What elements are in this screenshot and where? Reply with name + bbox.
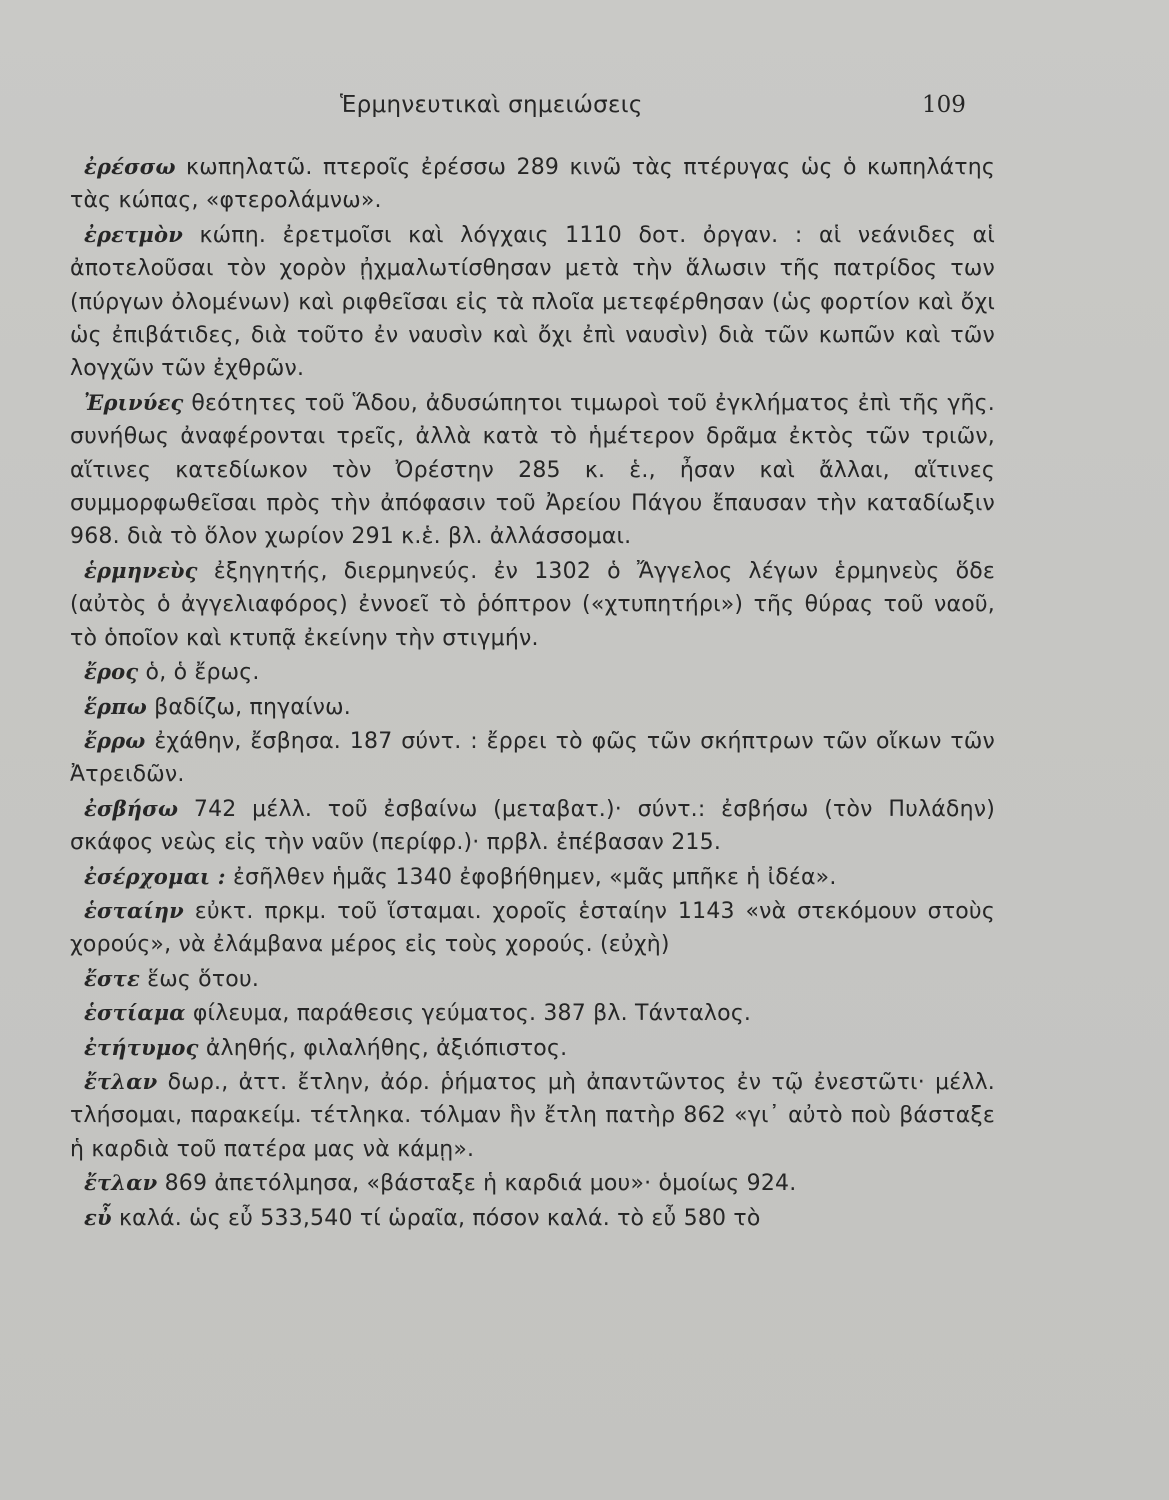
entry-headword: εὖ bbox=[84, 1204, 112, 1230]
entry-text: ἕως ὅτου. bbox=[147, 966, 260, 992]
glossary-entry bbox=[70, 655, 995, 689]
entry-text: ἐχάθην, ἔσβησα. 187 σύντ. : ἔρρει τὸ φῶς τῶν σκήπτρων τῶν οἴκων τῶν Ἀτρειδῶν. bbox=[70, 728, 995, 788]
entry-text: 742 μέλλ. τοῦ ἐσβαίνω (μεταβατ.)· σύντ.: ἐσβήσω (τὸν Πυλάδην) σκάφος νεὼς εἰς τὴν ναῦν (περίφρ.)· πρβλ. ἐπέβασαν 215. bbox=[70, 796, 996, 856]
entry-text: ἐσῆλθεν ἡμᾶς 1340 ἐφοβήθημεν, «μᾶς μπῆκε ἡ ἰδέα». bbox=[232, 864, 837, 890]
glossary-entry bbox=[70, 860, 995, 894]
entry-text: βαδίζω, πηγαίνω. bbox=[154, 694, 351, 720]
glossary-entry bbox=[70, 1201, 995, 1235]
running-header bbox=[0, 92, 1169, 132]
entry-text: καλά. ὡς εὖ 533,540 τί ὡραῖα, πόσον καλά. τὸ εὖ 580 τὸ bbox=[118, 1205, 761, 1231]
glossary-entry bbox=[70, 150, 995, 218]
entry-headword: ἑστίαμα bbox=[84, 1000, 186, 1026]
entry-text: 869 ἀπετόλμησα, «βάσταξε ἡ καρδιά μου»· ὁμοίως 924. bbox=[164, 1171, 797, 1197]
entry-text: ἀληθής, φιλαλήθης, ἀξιόπιστος. bbox=[205, 1035, 568, 1061]
glossary-entry bbox=[70, 386, 995, 554]
entry-headword: ἔτλαν bbox=[84, 1170, 158, 1196]
entry-headword: ἐρέσσω bbox=[84, 154, 176, 179]
entry-text: εὐκτ. πρκμ. τοῦ ἵσταμαι. χοροῖς ἑσταίην 1143 «νὰ στεκόμουν στοὺς χορούς», νὰ ἐλάμβανα μέρος εἰς τοὺς χορούς. (εὐχὴ) bbox=[70, 898, 995, 958]
entry-headword: ἔρρω bbox=[84, 727, 146, 753]
entry-headword: Ἐρινύες bbox=[84, 389, 184, 415]
glossary-entry bbox=[70, 1031, 995, 1065]
entry-text: ἐξηγητής, διερμηνεύς. ἐν 1302 ὁ Ἄγγελος λέγων ἑρμηνεὺς ὅδε (αὐτὸς ὁ ἀγγελιαφόρος) ἐννοεῖ τὸ ῥόπτρον («χτυπητήρι») τῆς θύρας τοῦ ναοῦ, τὸ ὁποῖον καὶ κτυπᾷ ἐκείνην τὴν στιγμήν. bbox=[70, 558, 995, 651]
page-number: 109 bbox=[922, 92, 966, 118]
entry-headword: ἐσέρχομαι : bbox=[84, 863, 226, 889]
glossary-entry bbox=[70, 1065, 995, 1166]
entry-text: δωρ., ἀττ. ἔτλην, ἀόρ. ῥήματος μὴ ἀπαντῶντος ἐν τῷ ἐνεστῶτι· μέλλ. τλήσομαι, παρακείμ. τέτληκα. τόλμαν ἣν ἔτλη πατὴρ 862 «γι᾽ αὐτὸ ποὺ βάσταξε ἡ καρδιὰ τοῦ πατέρα μας νὰ κάμῃ». bbox=[70, 1069, 995, 1162]
glossary-entries bbox=[70, 150, 995, 1235]
entry-text: κώπη. ἐρετμοῖσι καὶ λόγχαις 1110 δοτ. ὀργαν. : αἱ νεάνιδες αἱ ἀποτελοῦσαι τὸν χορὸν ᾐχμαλωτίσθησαν μετὰ τὴν ἅλωσιν τῆς πατρίδος των (πύργων ὀλομένων) καὶ ριφθεῖσαι εἰς τὰ πλοῖα μετεφέρθησαν (ὡς φορτίον καὶ ὄχι ὡς ἐπιβάτιδες, διὰ τοῦτο ἐν ναυσὶν καὶ ὄχι ἐπὶ ναυσὶν) διὰ τῶν κωπῶν καὶ τῶν λογχῶν τῶν ἐχθρῶν. bbox=[70, 222, 995, 382]
entry-text: φίλευμα, παράθεσις γεύματος. 387 βλ. Τάνταλος. bbox=[192, 1001, 752, 1027]
entry-headword: ἑρμηνεὺς bbox=[84, 557, 198, 583]
glossary-entry bbox=[70, 996, 995, 1030]
entry-text: θεότητες τοῦ Ἅδου, ἀδυσώπητοι τιμωροὶ τοῦ ἐγκλήματος ἐπὶ τῆς γῆς. συνήθως ἀναφέρονται τρεῖς, ἀλλὰ κατὰ τὸ ἡμέτερον δρᾶμα ἐκτὸς τῶν τριῶν, αἵτινες κατεδίωκον τὸν Ὀρέστην 285 κ. ἑ., ἦσαν καὶ ἄλλαι, αἵτινες συμμορφωθεῖσαι πρὸς τὴν ἀπόφασιν τοῦ Ἀρείου Πάγου ἔπαυσαν τὴν καταδίωξιν 968. διὰ τὸ ὅλον χωρίον 291 κ.ἑ. βλ. ἀλλάσσομαι. bbox=[70, 390, 995, 550]
entry-headword: ἐτήτυμος bbox=[84, 1034, 199, 1060]
glossary-entry bbox=[70, 962, 995, 996]
glossary-entry bbox=[70, 1166, 995, 1200]
entry-headword: ἑσταίην bbox=[84, 897, 184, 923]
glossary-entry bbox=[70, 792, 995, 860]
glossary-entry bbox=[70, 218, 995, 386]
glossary-entry bbox=[70, 894, 995, 962]
entry-headword: ἐρετμὸν bbox=[84, 221, 183, 247]
entry-headword: ἔστε bbox=[84, 965, 140, 991]
entry-text: ὁ, ὁ ἔρως. bbox=[145, 660, 260, 686]
entry-text: κωπηλατῶ. πτεροῖς ἐρέσσω 289 κινῶ τὰς πτέρυγας ὡς ὁ κωπηλάτης τὰς κώπας, «φτερολάμνω». bbox=[70, 155, 995, 214]
glossary-entry bbox=[70, 690, 995, 724]
entry-headword: ἕρπω bbox=[84, 693, 147, 719]
running-title: Ἑρμηνευτικαὶ σημειώσεις bbox=[340, 92, 643, 118]
entry-headword: ἐσβήσω bbox=[84, 795, 179, 821]
entry-headword: ἔτλαν bbox=[84, 1068, 158, 1094]
glossary-entry bbox=[70, 554, 995, 655]
glossary-entry bbox=[70, 724, 995, 792]
entry-headword: ἔρος bbox=[84, 659, 139, 685]
